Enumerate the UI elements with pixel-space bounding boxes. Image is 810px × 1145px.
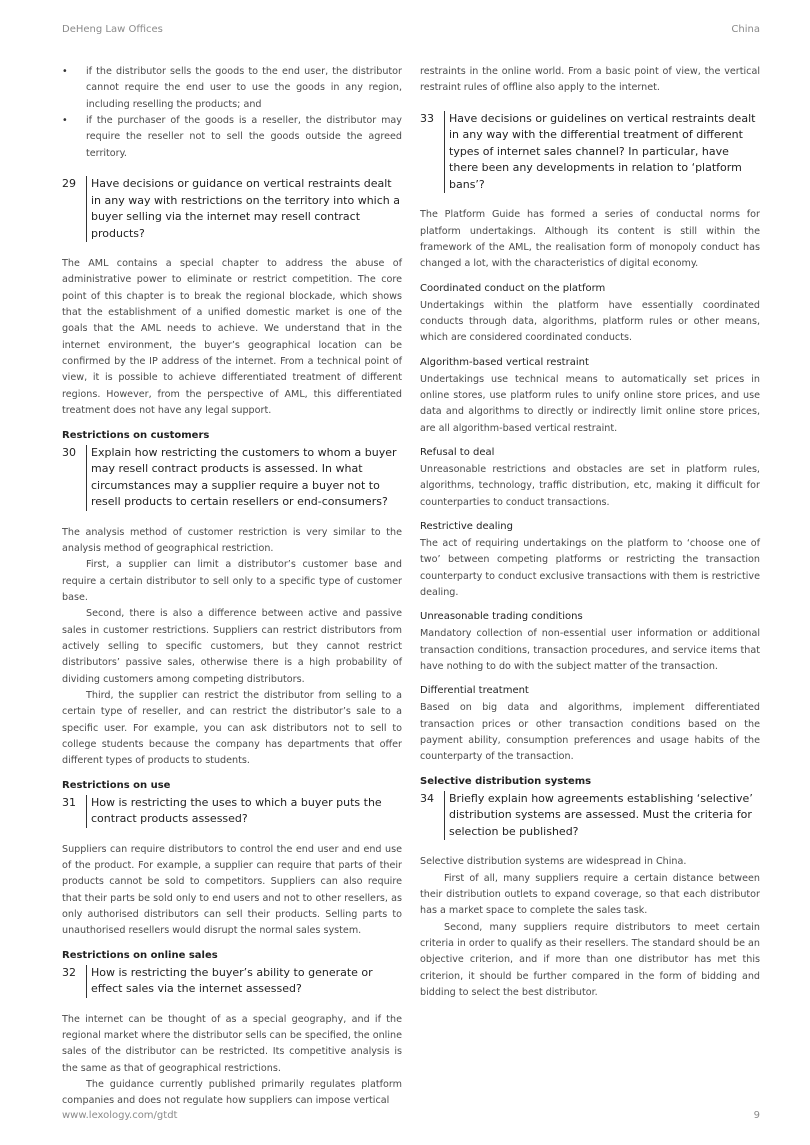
subsection-text: Based on big data and algorithms, implement differentiated transaction prices or other transaction conditions based on the payment ability, consumption preferences and usage habits of the counterparty of the transaction. — [420, 702, 760, 763]
answer-paragraph: Third, the supplier can restrict the distributor from selling to a certain type of reseller, and can restrict the distributor’s sale to a specific user. For example, you can ask distributors not to sell to college students because the company has departments that offer different types of products to students. — [62, 689, 402, 767]
answer-paragraph: Selective distribution systems are widespread in China. — [420, 856, 687, 868]
answer-paragraph: restraints in the online world. From a basic point of view, the vertical restraint rules of offline also apply to the internet. — [420, 66, 760, 94]
question-text: Briefly explain how agreements establishing ‘selective’ distribution systems are assessed. Must the criteria for selection be published? — [444, 791, 760, 841]
answer-paragraph: First, a supplier can limit a distributor’s customer base and require a certain distributor to sell only to a specific type of customer base. — [62, 559, 402, 603]
answer-paragraph: The internet can be thought of as a special geography, and if the regional market where the distributor sells can be specified, the online sales of the distributor can be restricted. Its competitive analysis is the same as that of geographical restrictions. — [62, 1013, 402, 1074]
question-32 — [62, 965, 402, 998]
answer-paragraph: The AML contains a special chapter to address the abuse of administrative power to eliminate or restrict competition. The core point of this chapter is to break the regional blockade, which shows that the establishment of a unified domestic market is one of the goals that the AML needs to achieve. We understand that in the internet environment, the buyer’s geographical location can be confirmed by the IP address of the internet. From a technical point of view, it is possible to achieve differentiated treatment of different regions. However, from the perspective of AML, this differentiated treatment does not have any legal support. — [62, 258, 402, 417]
page-header — [62, 24, 760, 35]
question-text: How is restricting the uses to which a buyer puts the contract products assessed? — [86, 795, 402, 828]
right-column — [420, 64, 760, 1001]
question-number: 30 — [62, 445, 76, 459]
bullet-item: • if the distributor sells the goods to the end user, the distributor cannot require the end user to use the goods in any region, including reselling the products; and — [62, 64, 402, 113]
answer-paragraph: Second, there is also a difference between active and passive sales in customer restrictions. Suppliers can restrict distributors from actively selling to specific customers, but they cannot restrict distributors’ passive sales, otherwise there is a high probability of dividing customers among competing distributors. — [62, 608, 402, 685]
question-31 — [62, 795, 402, 828]
subsection-title: Coordinated conduct on the platform — [420, 282, 606, 294]
question-text: Have decisions or guidelines on vertical restraints dealt in any way with the differential treatment of different types of internet sales channel? In particular, have there been any developments in relation to ‘platform bans’? — [444, 111, 760, 194]
answer-paragraph: First of all, many suppliers require a certain distance between their distribution outlets to expand coverage, so that each distributor has a market space to complete the sales task. — [420, 872, 760, 917]
page-footer — [62, 1110, 760, 1121]
subsection-text: Undertakings use technical means to automatically set prices in online stores, use platform rules to unify online store prices, and use data and algorithms to directly or indirectly limit online store prices, are all algorithm-based vertical restraint. — [420, 373, 760, 434]
subsection-text: Unreasonable restrictions and obstacles are set in platform rules, algorithms, technology, traffic distribution, etc, making it difficult for counterparties to conduct transactions. — [420, 463, 760, 508]
answer-paragraph: Second, many suppliers require distributors to meet certain criteria in order to qualify as their resellers. The standard should be an objective criterion, and if more than one distributor has met this criterion, it should be further compared in the form of bidding and bidding to select the best distributor. — [420, 921, 760, 999]
question-number: 29 — [62, 177, 76, 191]
section-heading: Selective distribution systems — [420, 775, 592, 787]
subsection-text: Mandatory collection of non-essential user information or additional transaction conditions, transaction procedures, and service items that have nothing to do with the subject matter of the transaction. — [420, 628, 760, 673]
footer-url: www.lexology.com/gtdt — [62, 1110, 178, 1121]
header-firm-name: DeHeng Law Offices — [62, 24, 163, 35]
question-30 — [62, 445, 402, 511]
question-number: 31 — [62, 795, 76, 809]
subsection-text: The act of requiring undertakings on the platform to ‘choose one of two’ between competing platforms or restricting the transaction counterparty to conduct exclusive transactions with them is restrictive dealing. — [420, 538, 760, 599]
section-heading: Restrictions on customers — [62, 429, 210, 441]
header-country: China — [731, 24, 760, 35]
bullet-list — [62, 64, 402, 162]
question-text: Have decisions or guidance on vertical restraints dealt in any way with restrictions on the territory into which a buyer selling via the internet may resell contract products? — [86, 176, 402, 242]
page-number: 9 — [753, 1110, 760, 1121]
answer-paragraph: The Platform Guide has formed a series of conductal norms for platform undertakings. Although its content is still within the framework of the AML, the realisation form of monopoly conduct has changed a lot, with the characteristics of digital economy. — [420, 209, 760, 270]
section-heading: Restrictions on online sales — [62, 949, 218, 961]
left-column — [62, 64, 402, 1110]
subsection-title: Algorithm-based vertical restraint — [420, 356, 589, 368]
subsection-title: Unreasonable trading conditions — [420, 611, 583, 623]
question-number: 32 — [62, 965, 76, 979]
question-34 — [420, 791, 760, 841]
question-text: How is restricting the buyer’s ability to generate or effect sales via the internet assessed? — [86, 965, 402, 998]
answer-paragraph: The guidance currently published primarily regulates platform companies and does not regulate how suppliers can impose vertical — [62, 1079, 402, 1107]
question-number: 34 — [420, 791, 434, 805]
subsection-title: Refusal to deal — [420, 446, 495, 458]
subsection-title: Restrictive dealing — [420, 521, 513, 532]
answer-paragraph: Suppliers can require distributors to control the end user and end use of the product. For example, a supplier can require that parts of their products cannot be sold to competitors. Suppliers can also require that their parts be sold only to end users and not to other resellers, as only authorised distributors can sell their products. Selling parts to unauthorised resellers would disrupt the normal sales system. — [62, 843, 402, 937]
question-29 — [62, 176, 402, 242]
answer-paragraph: The analysis method of customer restriction is very similar to the analysis method of geographical restriction. — [62, 526, 402, 554]
subsection-title: Differential treatment — [420, 685, 529, 697]
question-number: 33 — [420, 111, 434, 125]
question-text: Explain how restricting the customers to whom a buyer may resell contract products is assessed. In what circumstances may a supplier require a buyer not to resell products to certain resellers or end-consumers? — [86, 445, 402, 511]
section-heading: Restrictions on use — [62, 779, 171, 791]
subsection-text: Undertakings within the platform have essentially coordinated conducts through data, algorithms, platform rules or other means, which are considered coordinated conducts. — [420, 299, 760, 344]
bullet-item: • if the purchaser of the goods is a reseller, the distributor may require the reseller not to sell the goods outside the agreed territory. — [62, 113, 402, 162]
question-33 — [420, 111, 760, 194]
